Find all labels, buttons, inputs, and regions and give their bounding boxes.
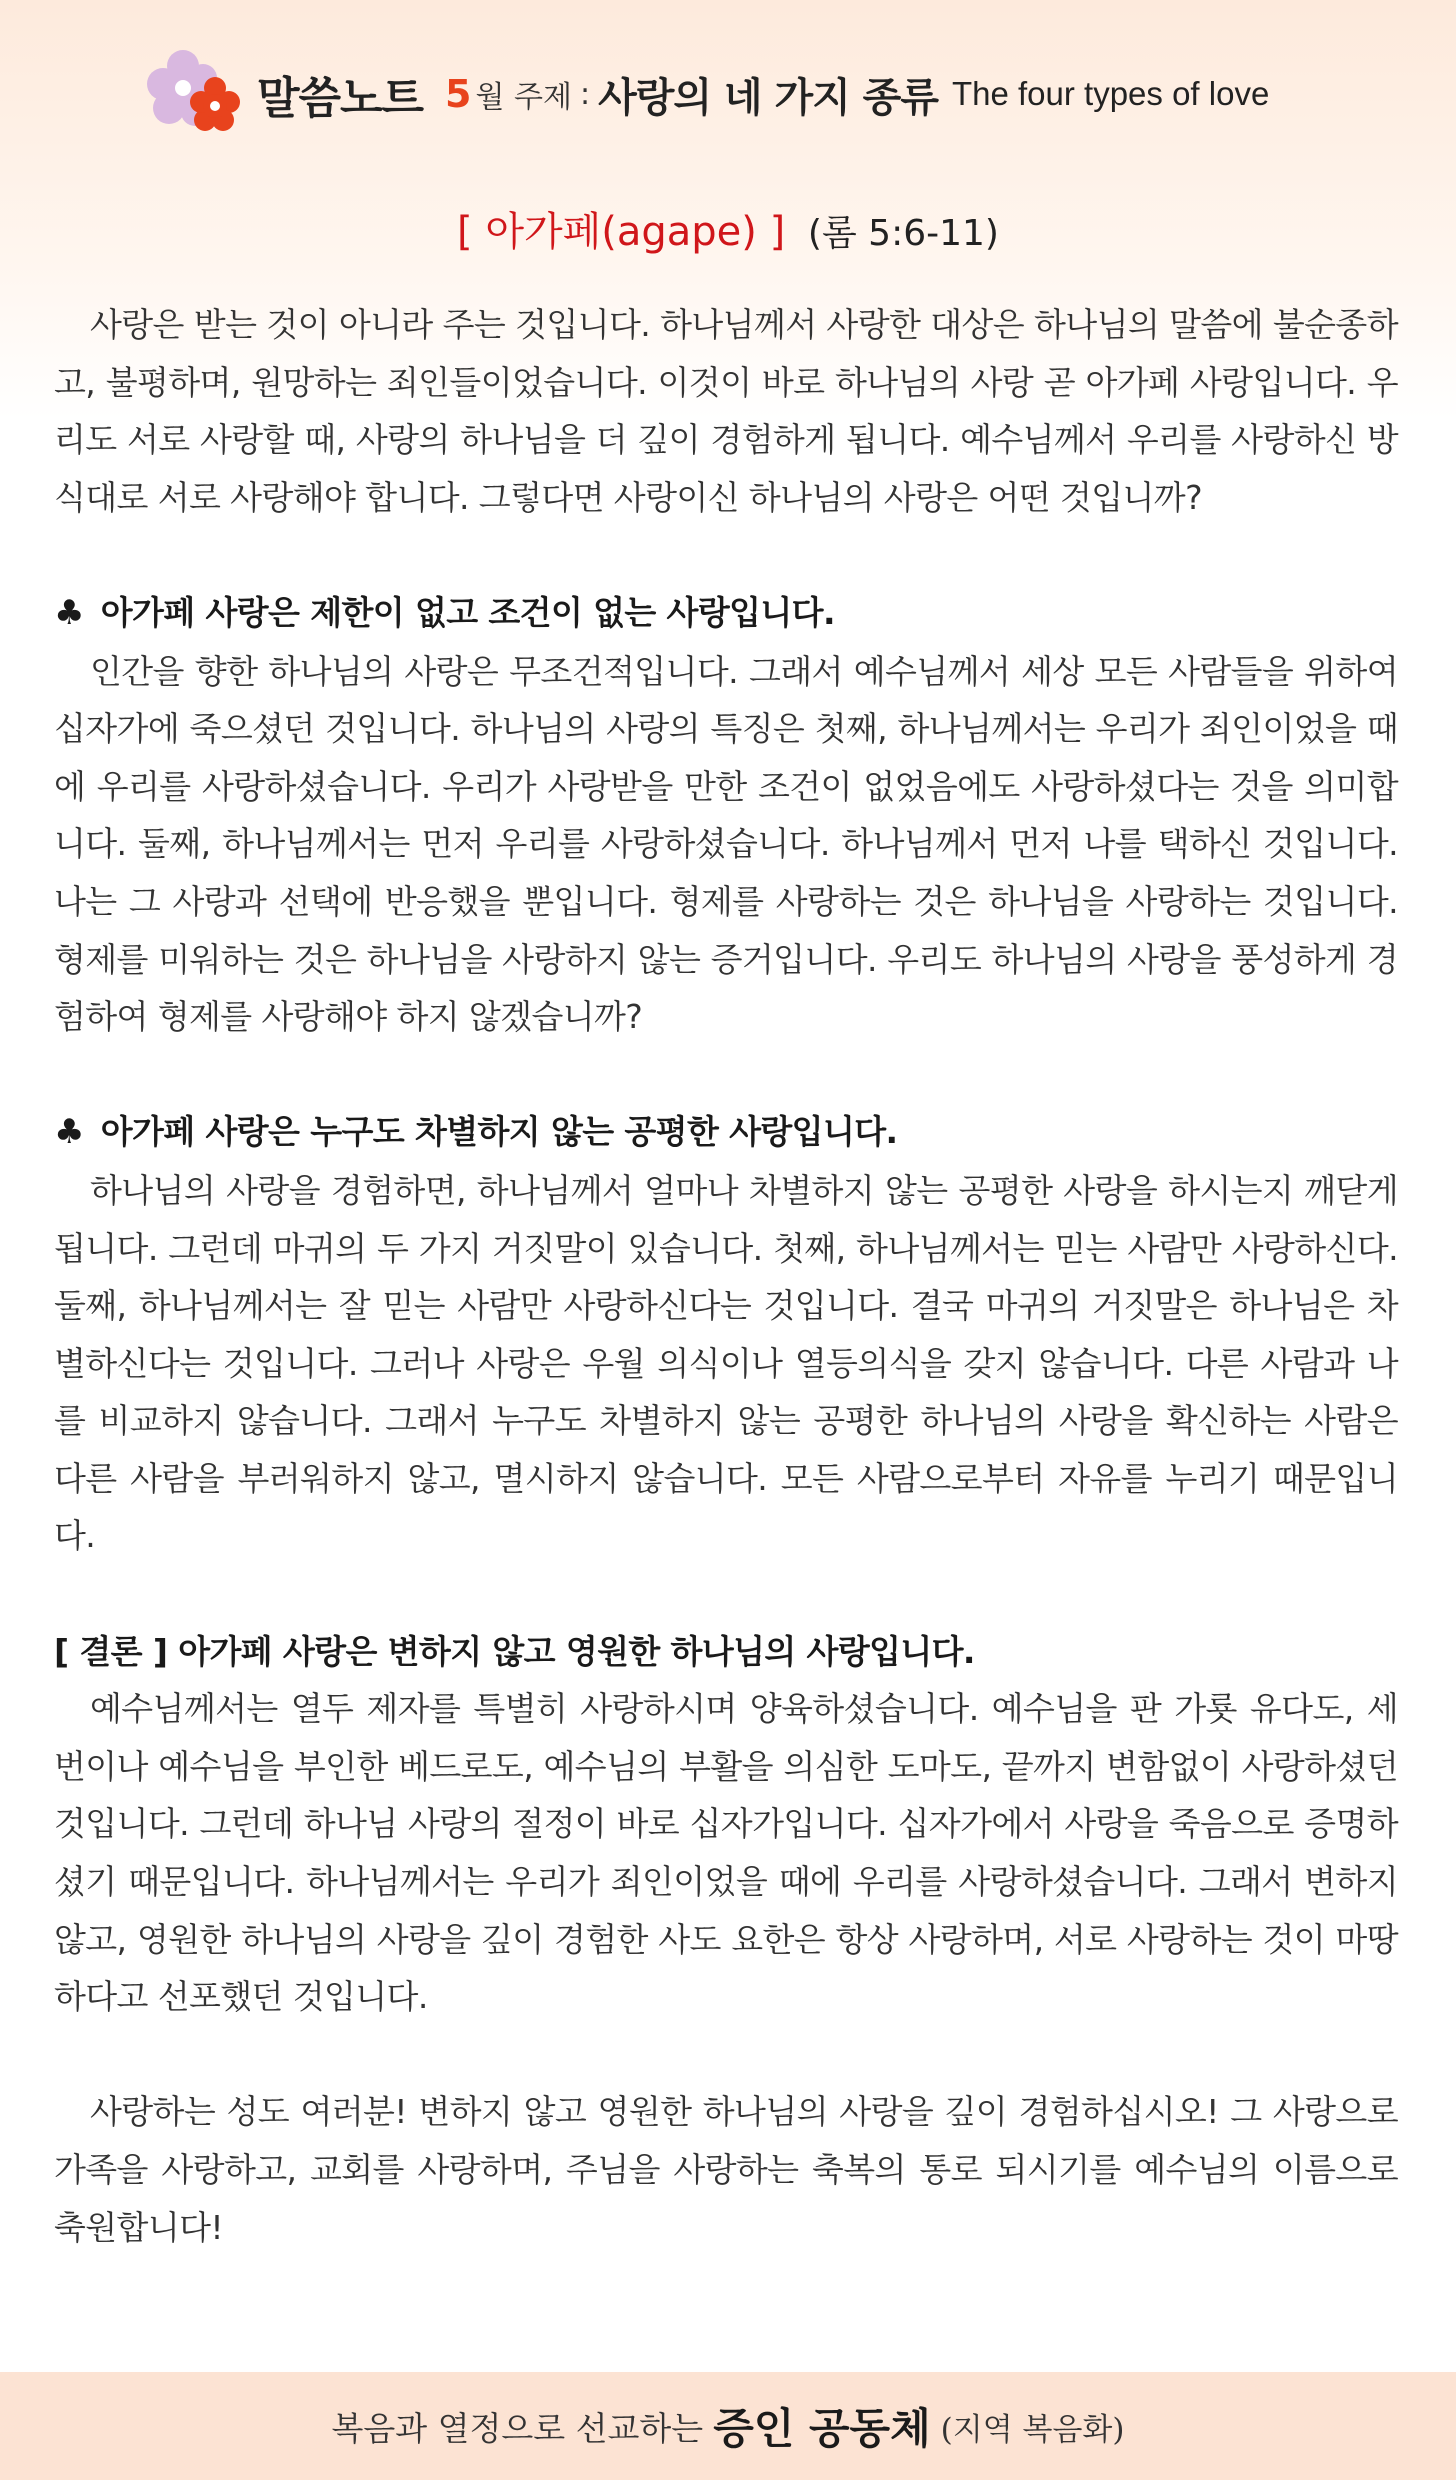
header — [145, 44, 1269, 144]
theme-english: The four types of love — [951, 75, 1270, 112]
section-heading-text: 아가페 사랑은 제한이 없고 조건이 없는 사랑입니다. — [100, 592, 835, 632]
footer-slogan: 복음과 열정으로 선교하는 — [331, 2408, 704, 2448]
section-heading — [54, 584, 1398, 643]
spacer — [54, 1046, 1398, 1104]
header-separator: : — [579, 76, 591, 112]
section-heading-text: 아가페 사랑은 누구도 차별하지 않는 공평한 사랑입니다. — [100, 1112, 898, 1152]
footer-note: (지역 복음화) — [940, 2411, 1125, 2448]
sermon-title-main: [ 아가페(agape) ] — [457, 209, 786, 255]
brand-title: 말씀노트 — [257, 73, 424, 124]
footer-banner — [0, 2372, 1456, 2480]
club-icon: ♣ — [54, 592, 84, 633]
footer-church-name: 증인 공동체 — [713, 2404, 931, 2453]
sermon-body — [54, 296, 1398, 2256]
sermon-title — [0, 200, 1456, 257]
section-paragraph: 예수님께서는 열두 제자를 특별히 사랑하시며 양육하셨습니다. 예수님을 판 가룟 유다도, 세 번이나 예수님을 부인한 베드로도, 예수님의 부활을 의심한 도마도, 끝까지 변함없이 사랑하셨던 것입니다. 그런데 하나님 사랑의 절정이 바로 십자가입니다. 십자가에서 사랑을 죽음으로 증명하셨기 때문입니다. 하나님께서는 우리가 죄인이었을 때에 우리를 사랑하셨습니다. 그래서 변하지 않고, 영원한 하나님의 사랑을 깊이 경험한 사도 요한은 항상 사랑하며, 서로 사랑하는 것이 마땅하다고 선포했던 것입니다. — [54, 1689, 1398, 2017]
month-label: 월 주제 — [475, 80, 572, 115]
flower-logo-icon — [145, 44, 245, 144]
section-paragraph: 인간을 향한 하나님의 사랑은 무조건적입니다. 그래서 예수님께서 세상 모든 사람들을 위하여 십자가에 죽으셨던 것입니다. 하나님의 사랑의 특징은 첫째, 하나님께서는 우리가 죄인이었을 때에 우리를 사랑하셨습니다. 우리가 사랑받을 만한 조건이 없었음에도 사랑하셨다는 것을 의미합니다. 둘째, 하나님께서는 먼저 우리를 사랑하셨습니다. 하나님께서 먼저 나를 택하신 것입니다. 나는 그 사랑과 선택에 반응했을 뿐입니다. 형제를 사랑하는 것은 하나님을 사랑하는 것입니다. 형제를 미워하는 것은 하나님을 사랑하지 않는 증거입니다. 우리도 하나님의 사랑을 풍성하게 경험하여 형제를 사랑해야 하지 않겠습니까? — [54, 651, 1398, 1037]
closing-paragraph: 사랑하는 성도 여러분! 변하지 않고 영원한 하나님의 사랑을 깊이 경험하십시오! 그 사랑으로 가족을 사랑하고, 교회를 사랑하며, 주님을 사랑하는 축복의 통로 되시기를 예수님의 이름으로 축원합니다! — [54, 2092, 1398, 2247]
conclusion-marker: [ 결론 ] — [54, 1631, 168, 1671]
club-icon: ♣ — [54, 1112, 84, 1153]
intro-paragraph: 사랑은 받는 것이 아니라 주는 것입니다. 하나님께서 사랑한 대상은 하나님의 말씀에 불순종하고, 불평하며, 원망하는 죄인들이었습니다. 이것이 바로 하나님의 사랑 곧 아가페 사랑입니다. 우리도 서로 사랑할 때, 사랑의 하나님을 더 깊이 경험하게 됩니다. 예수님께서 우리를 사랑하신 방식대로 서로 사랑해야 합니다. 그렇다면 사랑이신 하나님의 사랑은 어떤 것입니까? — [54, 305, 1398, 517]
month-number: 5 — [445, 72, 472, 116]
spacer — [54, 1565, 1398, 1623]
theme-korean: 사랑의 네 가지 종류 — [598, 74, 938, 121]
spacer — [54, 526, 1398, 584]
section-heading — [54, 1103, 1398, 1162]
section-heading-text: 아가페 사랑은 변하지 않고 영원한 하나님의 사랑입니다. — [178, 1631, 975, 1671]
conclusion-heading — [54, 1623, 1398, 1681]
section-paragraph: 하나님의 사랑을 경험하면, 하나님께서 얼마나 차별하지 않는 공평한 사랑을 하시는지 깨닫게 됩니다. 그런데 마귀의 두 가지 거짓말이 있습니다. 첫째, 하나님께서는 믿는 사람만 사랑하신다. 둘째, 하나님께서는 잘 믿는 사람만 사랑하신다는 것입니다. 결국 마귀의 거짓말은 하나님은 차별하신다는 것입니다. 그러나 사랑은 우월 의식이나 열등의식을 갖지 않습니다. 다른 사람과 나를 비교하지 않습니다. 그래서 누구도 차별하지 않는 공평한 하나님의 사랑을 확신하는 사람은 다른 사람을 부러워하지 않고, 멸시하지 않습니다. 모든 사람으로부터 자유를 누리기 때문입니다. — [54, 1170, 1398, 1556]
scripture-reference: (롬 5:6-11) — [807, 213, 999, 254]
spacer — [54, 2026, 1398, 2084]
